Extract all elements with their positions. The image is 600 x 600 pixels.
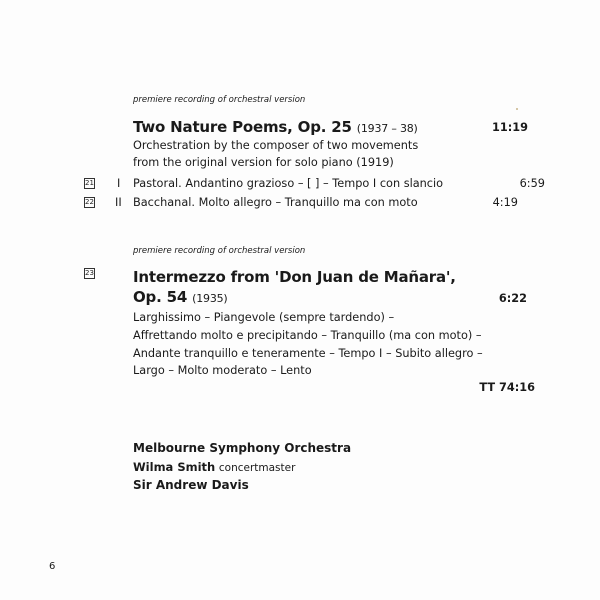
- tempo-line: Largo – Molto moderato – Lento: [133, 364, 312, 377]
- track-title: Pastoral. Andantino grazioso – [ ] – Tempo I con slancio: [133, 177, 444, 190]
- orchestra-name: Melbourne Symphony Orchestra: [133, 441, 352, 455]
- page-number: 6: [49, 561, 56, 572]
- work-title-nature-poems: [133, 118, 418, 136]
- premiere-note-2: premiere recording of orchestral version: [133, 246, 306, 256]
- track-title: Bacchanal. Molto allegro – Tranquillo ma con moto: [133, 196, 418, 209]
- concertmaster-name: Wilma Smith: [133, 460, 216, 474]
- tempo-line: Larghissimo – Piangevole (sempre tardendo) –: [133, 311, 395, 324]
- work-year: (1935): [192, 292, 228, 305]
- work-duration-1: 11:19: [492, 121, 528, 134]
- work-opus: Op. 54: [133, 288, 188, 306]
- concertmaster-credit: [133, 460, 295, 474]
- tempo-line: Affrettando molto e precipitando – Tranquillo (ma con moto) –: [133, 329, 482, 342]
- track-duration: 4:19: [492, 196, 518, 209]
- scan-speck: [516, 108, 518, 110]
- work-opus-line: [133, 288, 228, 306]
- work-title-intermezzo: Intermezzo from 'Don Juan de Mañara',: [133, 268, 456, 286]
- track-movement-numeral: II: [115, 196, 122, 209]
- work-description-line1: Orchestration by the composer of two movements: [133, 139, 419, 152]
- total-time: TT 74:16: [479, 381, 535, 394]
- conductor-name: Sir Andrew Davis: [133, 478, 249, 492]
- premiere-note-1: premiere recording of orchestral version: [133, 95, 306, 105]
- track-number-box: 21: [85, 179, 94, 187]
- track-number-box: 22: [85, 198, 94, 206]
- concertmaster-role: concertmaster: [218, 462, 296, 474]
- work-description-line2: from the original version for solo piano (1919): [133, 156, 394, 169]
- work-years: (1937 – 38): [356, 122, 418, 135]
- tempo-line: Andante tranquillo e teneramente – Tempo I – Subito allegro –: [133, 347, 483, 360]
- work-duration-2: 6:22: [498, 292, 527, 305]
- track-movement-numeral: I: [117, 177, 121, 190]
- track-number-box: 23: [85, 269, 94, 277]
- track-duration: 6:59: [519, 177, 545, 190]
- work-title-text: Two Nature Poems, Op. 25: [133, 118, 352, 136]
